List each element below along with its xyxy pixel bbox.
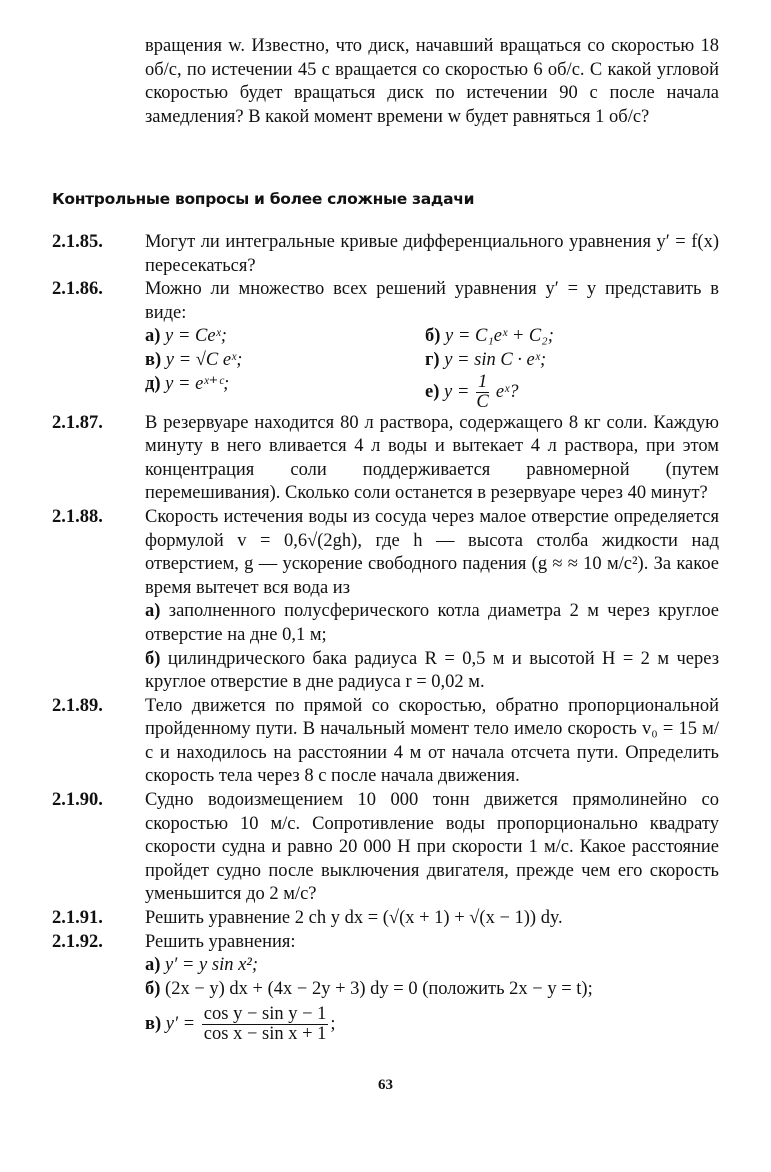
fraction: $\frac{\text{cos y − sin y − 1}}{\text{cos x − sin x + 1}}$ (203, 1004, 327, 1045)
problem-number: 2.1.85. (52, 232, 103, 252)
fraction: $\frac{1}{C}$ (476, 371, 489, 412)
problem-2-1-89 (52, 695, 719, 789)
subitem-a: а) заполненного полусферического котла диаметра 2 м через круглое отверстие на дне 0,1 м; (145, 601, 719, 645)
problem-list (52, 231, 719, 1048)
option-g: г) y = sin C · eˣ; (425, 349, 547, 370)
section-heading: Контрольные вопросы и более сложные задачи (52, 190, 475, 208)
continuation-paragraph: вращения w. Известно, что диск, начавший вращаться со скоростью 18 об/с, по истечении 45 с вращается со скоростью 6 об/с. С какой угловой скоростью будет вращаться диск по истечении 90 с после начала замедления? В какой момент времени w будет равняться 1 об/с? (145, 36, 719, 127)
problem-number: 2.1.91. (52, 908, 103, 929)
option-e: е) y = $\frac{1}{C}$ eˣ? (425, 371, 519, 412)
option-d: д) y = eˣ⁺ᶜ; (145, 373, 230, 394)
problem-text: Решить уравнения: (145, 931, 296, 952)
problem-number: 2.1.86. (52, 279, 103, 300)
option-a: а) y = Ceˣ; (145, 326, 227, 347)
problem-2-1-87 (52, 412, 719, 506)
problem-text: Можно ли множество всех решений уравнения y′ = y представить в виде: (145, 279, 719, 323)
subitem-b: б) (2x − y) dx + (4x − 2y + 3) dy = 0 (положить 2x − y = t); (145, 978, 593, 999)
problem-number: 2.1.90. (52, 790, 103, 811)
options-grid (145, 325, 719, 411)
problem-number: 2.1.92. (52, 931, 103, 952)
problem-number: 2.1.89. (52, 695, 103, 716)
problem-2-1-91 (52, 907, 719, 931)
problem-text: Тело движется по прямой со скоростью, обратно пропорциональной пройденному пути. В начальный момент тело имело скорость v₀ = 15 м/с и находилось на расстоянии 4 м от начала отсчета пути. Определить скорость тела через 8 с после начала движения. (145, 695, 719, 787)
option-b: б) y = C₁eˣ + C₂; (425, 326, 554, 347)
option-v: в) y = √C eˣ; (145, 349, 243, 370)
problem-text: Могут ли интегральные кривые дифференциального уравнения y′ = f(x) пересекаться? (145, 232, 719, 276)
problem-2-1-92 (52, 931, 719, 1049)
problem-2-1-86 (52, 278, 719, 411)
problem-number: 2.1.87. (52, 412, 103, 433)
problem-text: В резервуаре находится 80 л раствора, содержащего 8 кг соли. Каждую минуту в него вливается 4 л воды и вытекает 4 л раствора, при этом концентрация соли поддерживается равномерной (путем перемешивания). Сколько соли останется в резервуаре через 40 минут? (145, 412, 719, 504)
subitem-v: в) y′ = $\frac{\text{cos y − sin y − 1}}{\text{cos x − sin x + 1}}$ ; (145, 1004, 336, 1045)
problem-text: Судно водоизмещением 10 000 тонн движется прямолинейно со скоростью 10 м/с. Сопротивление воды пропорционально квадрату скорости судна и равно 20 000 Н при скорости 1 м/с. Какое расстояние пройдет судно после выключения двигателя, прежде чем его скорость уменьшится до 2 м/с? (145, 790, 719, 905)
subitem-b: б) цилиндрического бака радиуса R = 0,5 м и высотой H = 2 м через круглое отверстие в дне радиуса r = 0,02 м. (145, 648, 720, 693)
problem-2-1-88 (52, 506, 719, 695)
page-number: 63 (378, 1077, 393, 1093)
problem-text: Решить уравнение 2 ch y dx = (√(x + 1) + √(x − 1)) dy. (145, 908, 563, 929)
problem-2-1-90 (52, 789, 719, 907)
problem-2-1-85 (52, 231, 719, 278)
problem-number: 2.1.88. (52, 506, 103, 527)
problem-text: Скорость истечения воды из сосуда через малое отверстие определяется формулой v = 0,6√(2gh), где h — высота столба жидкости над отверстием, g — ускорение свободного падения (g ≈ ≈ 10 м/с²). За какое время вытечет вся вода из (145, 506, 719, 598)
subitem-a: а) y′ = y sin x²; (145, 955, 259, 976)
